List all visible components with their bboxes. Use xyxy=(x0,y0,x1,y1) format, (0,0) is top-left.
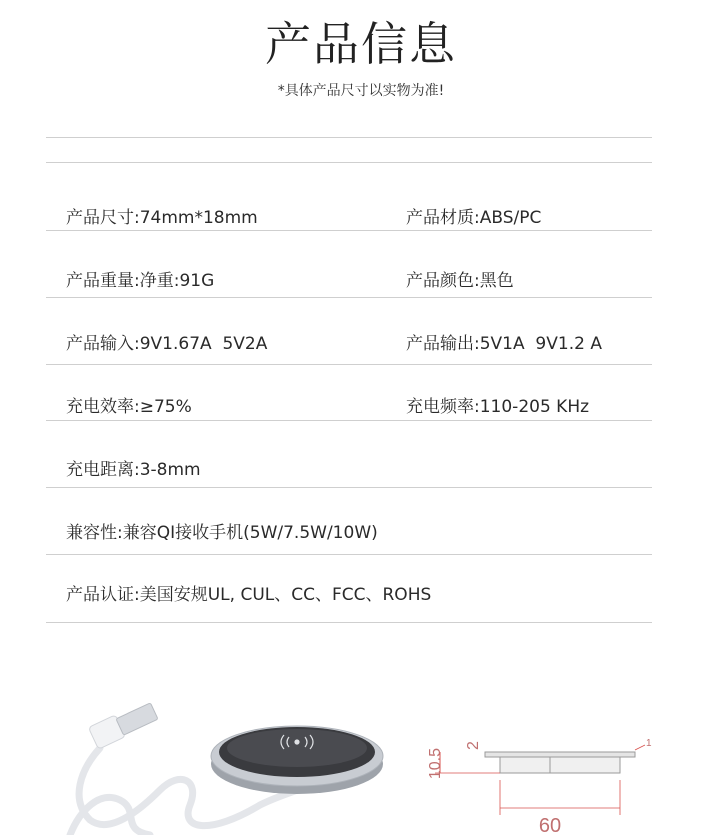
efficiency-label: 充电效率: xyxy=(66,397,140,417)
compat-label: 兼容性: xyxy=(66,523,123,543)
dim-small-label: 2 xyxy=(465,741,482,750)
page-title: 产品信息 xyxy=(265,17,457,71)
divider xyxy=(46,162,652,163)
size-value: 74mm*18mm xyxy=(139,208,258,228)
divider xyxy=(46,554,652,555)
weight-value: 净重:91G xyxy=(139,271,215,291)
divider xyxy=(46,364,652,365)
compat-value: 兼容QI接收手机(5W/7.5W/10W) xyxy=(122,523,378,543)
efficiency-value: ≥75% xyxy=(139,397,192,417)
cert-label: 产品认证: xyxy=(66,585,140,605)
frequency-label: 充电频率: xyxy=(406,397,480,417)
divider xyxy=(46,297,652,298)
color-value: 黑色 xyxy=(479,271,514,291)
input-value: 9V1.67A 5V2A xyxy=(139,334,268,354)
distance-label: 充电距离: xyxy=(66,460,140,480)
divider xyxy=(46,487,652,488)
input-label: 产品输入: xyxy=(66,334,140,354)
material-label: 产品材质: xyxy=(406,208,480,228)
divider xyxy=(46,622,652,623)
color-label: 产品颜色: xyxy=(406,271,480,291)
divider xyxy=(46,420,652,421)
divider xyxy=(46,230,652,231)
product-illustration xyxy=(60,690,660,835)
dim-width-label: 60 xyxy=(538,815,562,835)
divider xyxy=(46,137,652,138)
output-value: 5V1A 9V1.2 A xyxy=(479,334,602,354)
size-label: 产品尺寸: xyxy=(66,208,140,228)
weight-label: 产品重量: xyxy=(66,271,140,291)
cert-value: 美国安规UL, CUL、CC、FCC、ROHS xyxy=(139,585,432,605)
dimension-drawing xyxy=(435,745,645,815)
usb-plug xyxy=(88,703,158,749)
dim-height-label: 10.5 xyxy=(427,748,444,780)
material-value: ABS/PC xyxy=(479,208,542,228)
distance-value: 3-8mm xyxy=(139,460,201,480)
frequency-value: 110-205 KHz xyxy=(479,397,590,417)
dim-right-label: 1 xyxy=(646,738,652,749)
charging-pad xyxy=(211,726,383,794)
output-label: 产品输出: xyxy=(406,334,480,354)
disclaimer-note: *具体产品尺寸以实物为准! xyxy=(277,83,445,99)
